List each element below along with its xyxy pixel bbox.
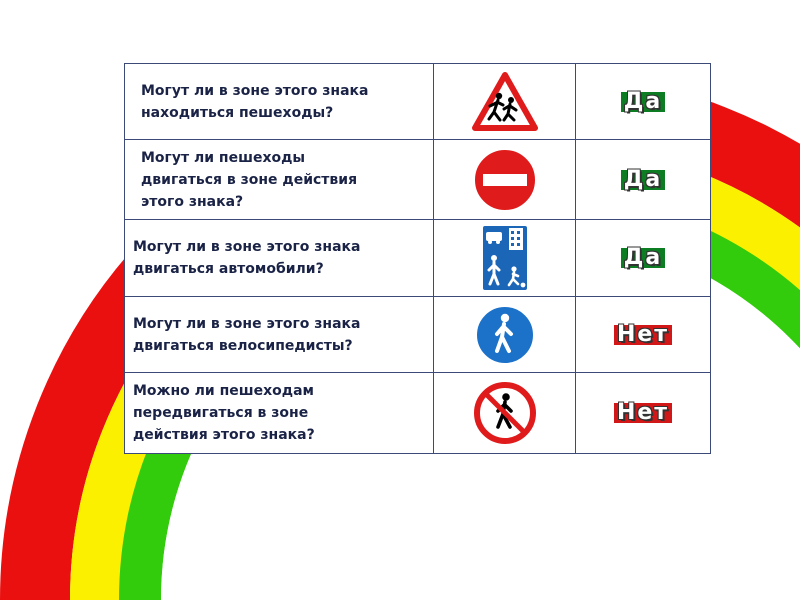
sign-cell (434, 373, 576, 454)
table-row (125, 220, 711, 297)
pedestrian-path-sign-icon (474, 304, 536, 366)
living-zone-sign-icon (481, 224, 529, 292)
answer-label: Да (621, 248, 665, 268)
sign-cell (434, 64, 576, 140)
table-row (125, 140, 711, 220)
question-cell (125, 140, 434, 220)
sign-cell (434, 220, 576, 297)
answer-cell (576, 140, 711, 220)
question-cell (125, 220, 434, 297)
question-line: Можно ли пешеходам (133, 383, 314, 399)
answer-cell (576, 64, 711, 140)
question-cell (125, 373, 434, 454)
answer-label: Нет (614, 325, 672, 345)
question-line: Могут ли в зоне этого знака (133, 315, 361, 332)
table-row (125, 373, 711, 454)
question-cell (125, 297, 434, 373)
children-warning-sign-icon (472, 72, 538, 132)
question-line: этого знака? (141, 193, 244, 210)
question-line: двигаться автомобили? (133, 261, 324, 277)
question-line: действия этого знака? (133, 427, 315, 443)
question-line: двигаться велосипедисты? (133, 337, 353, 354)
question-line: передвигаться в зоне (133, 405, 309, 421)
answer-cell (576, 220, 711, 297)
sign-cell (434, 140, 576, 220)
question-line: Могут ли в зоне этого знака (133, 239, 361, 255)
answer-label: Да (621, 170, 665, 190)
quiz-table (124, 63, 711, 454)
answer-cell (576, 297, 711, 373)
answer-label: Да (621, 92, 665, 112)
question-line: двигаться в зоне действия (141, 171, 358, 188)
answer-label: Нет (614, 403, 672, 423)
question-cell (125, 64, 434, 140)
question-line: Могут ли пешеходы (141, 149, 306, 166)
table-row (125, 64, 711, 140)
no-pedestrians-sign-icon (472, 380, 538, 446)
question-line: находиться пешеходы? (141, 104, 334, 121)
question-line: Могут ли в зоне этого знака (141, 82, 369, 99)
answer-cell (576, 373, 711, 454)
sign-cell (434, 297, 576, 373)
no-entry-sign-icon (472, 147, 538, 213)
table-row (125, 297, 711, 373)
